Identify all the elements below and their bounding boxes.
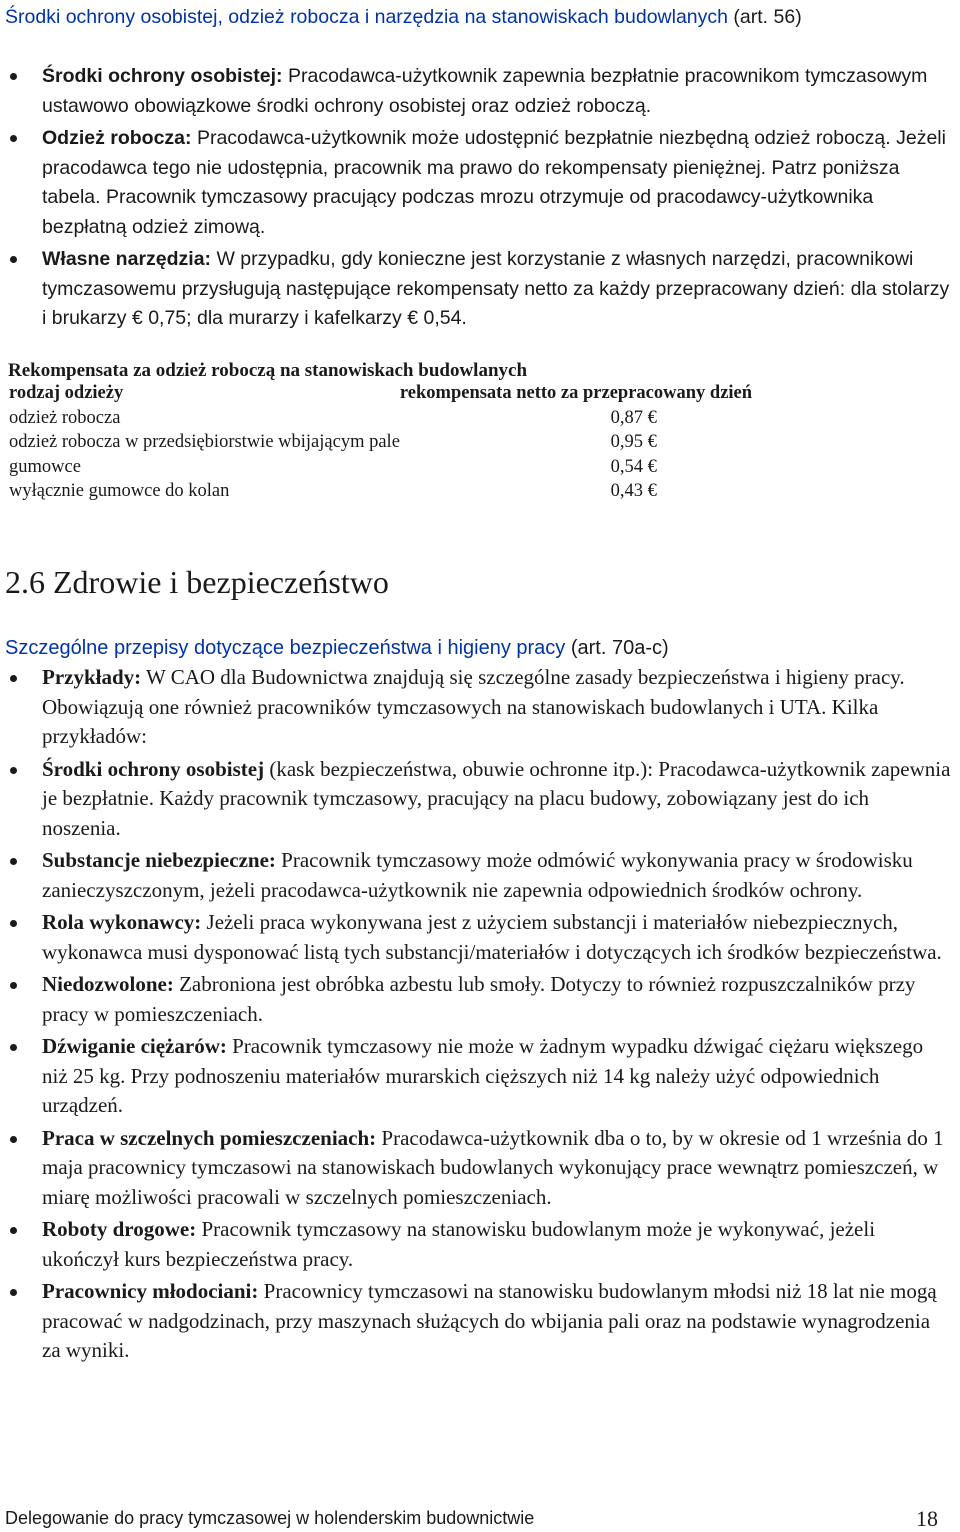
list-item (0, 663, 960, 752)
bullet-icon (10, 73, 17, 80)
item-text: Pracownicy tymczasowi na stanowisku budowlanym młodsi niż 18 lat nie mogą pracować w nadgodzinach, przy maszynach służących do wbijania pali oraz na podstawie wynagrodzenia za wyniki. (42, 1279, 937, 1362)
item-text: Jeżeli praca wykonywana jest z użyciem substancji i materiałów niebezpiecznych, wykonawca musi dysponować listą tych substancji/materiałów i dotyczących ich środków bezpieczeństwa. (42, 910, 942, 964)
item-label: Odzież robocza: (42, 127, 192, 149)
list-item (0, 970, 960, 1029)
item-text: Pracodawca-użytkownik dba o to, by w okresie od 1 września do 1 maja pracownicy tymczasowi na stanowiskach budowlanych wykonujący prace wewnątrz pomieszczeń, w miarę możliwości pracowali w szczelnych pomieszczeniach. (42, 1125, 944, 1209)
list-item (0, 755, 960, 844)
item-text: (kask bezpieczeństwa, obuwie ochronne itp.): Pracodawca-użytkownik zapewnia je bezpłatnie. Każdy pracownik tymczasowy, pracujący na placu budowy, zobowiązany jest do ich noszenia. (42, 756, 951, 840)
list-item (0, 908, 960, 967)
table-row (9, 457, 752, 482)
item-label: Roboty drogowe: (42, 1217, 197, 1241)
list-item (0, 62, 960, 121)
table-row (9, 481, 752, 506)
item-label: Środki ochrony osobistej (42, 756, 265, 781)
item-text: W CAO dla Budownictwa znajdują się szczególne zasady bezpieczeństwa i higieny pracy. Obowiązują one również pracowników tymczasowych na stanowiskach budowlanych i UTA. Kilka przykładów: (42, 665, 905, 748)
bullet-icon (10, 675, 17, 682)
bullet-icon (10, 135, 17, 142)
bullet-icon (10, 858, 17, 865)
subsection-title (5, 634, 669, 662)
subsection-article-ref: (art. 70a-c) (570, 637, 669, 659)
subsection-title-text: Szczególne przepisy dotyczące bezpieczeństwa i higieny pracy (5, 637, 566, 659)
bullet-icon (10, 982, 17, 989)
table-row (9, 432, 752, 457)
cell-value-wrap (400, 457, 752, 482)
table-header-row (9, 383, 752, 408)
cell-type: odzież robocza w przedsiębiorstwie wbijającym pale (9, 432, 400, 452)
bullet-icon (10, 1044, 17, 1051)
item-text: Pracownik tymczasowy nie może w żadnym wypadku dźwigać ciężaru większego niż 25 kg. Przy podnoszeniu materiałów murarskich cięższych niż 14 kg należy użyć odpowiednich urządzeń. (42, 1034, 924, 1117)
section1-list (0, 62, 960, 334)
section-heading: 2.6 Zdrowie i bezpieczeństwo (5, 564, 389, 600)
list-item (0, 245, 960, 334)
column-header-value: rekompensata netto za przepracowany dzień (399, 383, 753, 403)
item-label: Przykłady: (42, 665, 142, 689)
page-number: 18 (916, 1506, 938, 1531)
item-text: Zabroniona jest obróbka azbestu lub smoły. Dotyczy to również rozpuszczalników przy pracy w pomieszczeniach. (42, 972, 916, 1026)
bullet-icon (10, 767, 17, 774)
cell-type: gumowce (9, 456, 81, 477)
table-row (9, 408, 752, 433)
cell-value: 0,87 € (610, 407, 657, 428)
compensation-table (9, 383, 752, 506)
item-label: Niedozwolone: (42, 972, 174, 996)
item-text: Pracownik tymczasowy na stanowisku budowlanym może je wykonywać, jeżeli ukończył kurs bezpieczeństwa pracy. (42, 1217, 876, 1271)
item-text: Pracownik tymczasowy może odmówić wykonywania pracy w środowisku zanieczyszczonym, jeżeli pracodawca-użytkownik nie zapewnia odpowiednich środków ochrony. (42, 848, 913, 902)
item-text: W przypadku, gdy konieczne jest korzystanie z własnych narzędzi, pracownikowi tymczasowemu przysługują następujące rekompensaty netto za każdy przepracowany dzień: dla stolarzy i brukarzy € 0,75; dla murarzy i kafelkarzy € 0,54. (42, 248, 950, 329)
bullet-icon (10, 920, 17, 927)
cell-type: wyłącznie gumowce do kolan (9, 481, 230, 501)
cell-type: odzież robocza (9, 407, 121, 428)
footer-title: Delegowanie do pracy tymczasowej w holenderskim budownictwie (5, 1508, 535, 1528)
cell-value: 0,95 € (610, 432, 657, 452)
list-item (0, 846, 960, 905)
list-item (0, 1032, 960, 1121)
item-text: Pracodawca-użytkownik zapewnia bezpłatnie pracownikom tymczasowym ustawowo obowiązkowe środki ochrony osobistej oraz odzież roboczą. (42, 65, 928, 117)
cell-value-wrap (400, 432, 752, 457)
section2-list (0, 663, 960, 1366)
column-header-type: rodzaj odzieży (9, 383, 124, 403)
list-item (0, 1277, 960, 1366)
section-article-ref: (art. 56) (733, 6, 802, 28)
item-label: Rola wykonawcy: (42, 910, 202, 934)
bullet-icon (10, 1136, 17, 1143)
table-title: Rekompensata za odzież roboczą na stanowiskach budowlanych (8, 360, 528, 381)
cell-value: 0,43 € (610, 481, 657, 501)
list-item (0, 1215, 960, 1274)
item-label: Własne narzędzia: (42, 248, 212, 270)
cell-value-wrap (400, 481, 752, 506)
list-item (0, 1124, 960, 1213)
item-label: Praca w szczelnych pomieszczeniach: (42, 1125, 377, 1150)
bullet-icon (10, 256, 17, 263)
item-label: Pracownicy młodociani: (42, 1279, 259, 1303)
item-label: Dźwiganie ciężarów: (42, 1034, 227, 1058)
cell-value: 0,54 € (610, 456, 657, 477)
bullet-icon (10, 1289, 17, 1296)
section-title (5, 2, 955, 32)
item-text: Pracodawca-użytkownik może udostępnić bezpłatnie niezbędną odzież roboczą. Jeżeli pracodawca tego nie udostępnia, pracownik ma prawo do rekompensaty pieniężnej. Patrz poniższa tabela. Pracownik tymczasowy pracujący podczas mrozu otrzymuje od pracodawcy-użytkownika bezpłatną odzież zimową. (42, 127, 946, 238)
item-label: Substancje niebezpieczne: (42, 848, 276, 872)
list-item (0, 124, 960, 242)
item-label: Środki ochrony osobistej: (42, 65, 283, 87)
bullet-icon (10, 1227, 17, 1234)
section-title-text: Środki ochrony osobistej, odzież robocza i narzędzia na stanowiskach budowlanych (5, 6, 728, 28)
cell-value-wrap (400, 408, 752, 433)
